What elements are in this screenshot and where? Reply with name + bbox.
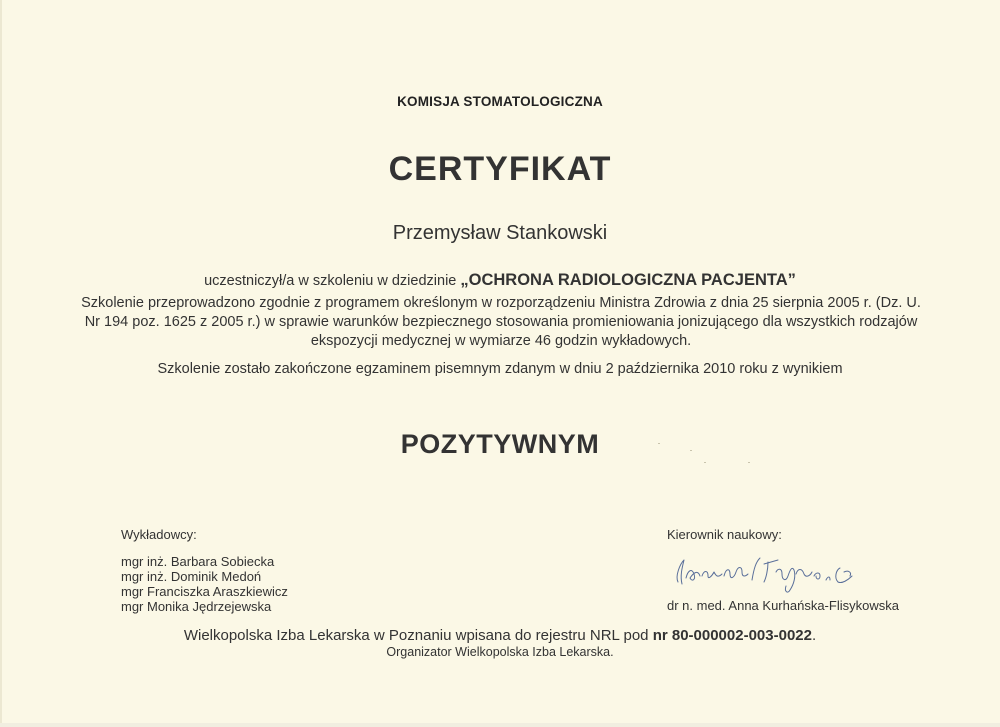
certificate-title: CERTYFIKAT [388, 150, 612, 188]
lecturer-name: mgr inż. Dominik Medoń [121, 569, 262, 584]
course-name: „OCHRONA RADIOLOGICZNA PACJENTA” [460, 271, 796, 289]
organization-name: KOMISJA STOMATOLOGICZNA [397, 94, 603, 109]
registry-prefix: Wielkopolska Izba Lekarska w Poznaniu wpisana do rejestru NRL pod [183, 627, 653, 644]
supervisor-name: dr n. med. Anna Kurhańska-Flisykowska [667, 598, 899, 613]
scan-speck [658, 443, 660, 444]
supervisor-signature [672, 546, 872, 596]
scan-speck [704, 462, 706, 463]
supervisor-heading: Kierownik naukowy: [667, 527, 782, 542]
lecturer-name: mgr Monika Jędrzejewska [121, 599, 272, 614]
participation-prefix: uczestniczył/a w szkoleniu w dziedzinie [204, 273, 461, 289]
exam-result: POZYTYWNYM [400, 429, 600, 459]
participation-line [0, 271, 1000, 291]
lecturer-name: mgr inż. Barbara Sobiecka [121, 554, 275, 569]
lecturers-heading: Wykładowcy: [121, 527, 197, 542]
lecturers-list [121, 554, 288, 614]
scan-speck [748, 462, 750, 463]
exam-text: Szkolenie zostało zakończone egzaminem pisemnym zdanym w dniu 2 października 2010 roku z wynikiem [157, 361, 843, 377]
lecturer-name: mgr Franciszka Araszkiewicz [121, 584, 288, 599]
registry-number: nr 80-000002-003-0022 [652, 627, 812, 644]
scan-speck [690, 450, 692, 451]
regulation-text: Szkolenie przeprowadzono zgodnie z programem określonym w rozporządzeniu Ministra Zdrowia z dnia 25 sierpnia 2005 r. (Dz. U. Nr 194 poz. 1625 z 2005 r.) w sprawie warunków bezpiecznego stosowania promieniowania jonizującego dla wszystkich rodzajów ekspozycji medycznej w wymiarze 46 godzin wykładowych. [81, 295, 921, 349]
organizer-line: Organizator Wielkopolska Izba Lekarska. [386, 645, 614, 659]
recipient-name: Przemysław Stankowski [392, 222, 608, 244]
scan-edge-bottom [0, 723, 1000, 727]
registry-line [0, 627, 1000, 644]
registry-suffix: . [811, 627, 817, 644]
